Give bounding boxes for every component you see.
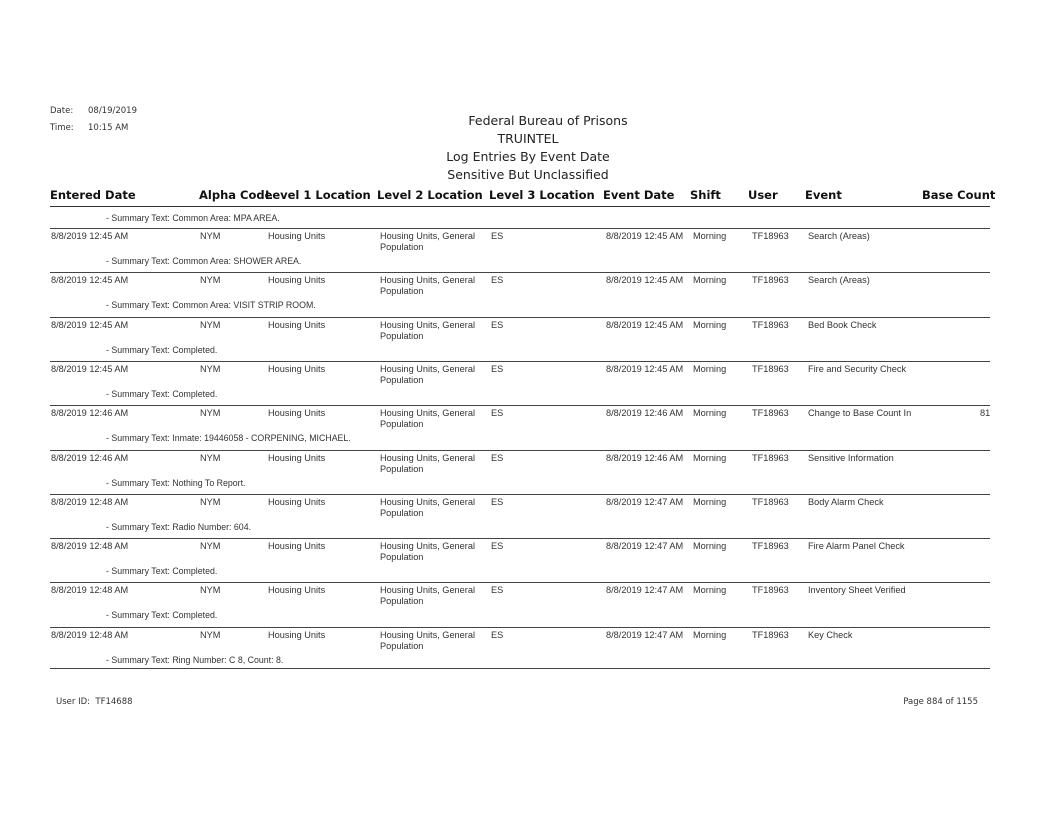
cell-level-2-location: Housing Units, General Population xyxy=(380,585,475,606)
column-header-user: User xyxy=(748,188,778,202)
cell-entered-date: 8/8/2019 12:48 AM xyxy=(51,541,129,551)
cell-user: TF18963 xyxy=(752,497,789,507)
row-divider xyxy=(50,494,990,495)
cell-level-2-location: Housing Units, General Population xyxy=(380,364,475,385)
cell-event-date: 8/8/2019 12:47 AM xyxy=(606,585,684,595)
column-header-event: Event xyxy=(805,188,842,202)
cell-level-2-location: Housing Units, General Population xyxy=(380,630,475,651)
cell-entered-date: 8/8/2019 12:48 AM xyxy=(51,585,129,595)
summary-text: - Summary Text: Completed. xyxy=(106,389,218,399)
cell-user: TF18963 xyxy=(752,364,789,374)
summary-text: - Summary Text: Completed. xyxy=(106,345,218,355)
user-id-value: TF14688 xyxy=(95,697,133,707)
cell-event: Fire Alarm Panel Check xyxy=(808,541,905,551)
cell-level-3-location: ES xyxy=(491,497,504,507)
summary-text: - Summary Text: Nothing To Report. xyxy=(106,478,246,488)
cell-alpha-code: NYM xyxy=(200,585,221,595)
footer-user-id xyxy=(56,697,133,707)
summary-text: - Summary Text: Common Area: SHOWER AREA. xyxy=(106,256,302,266)
cell-entered-date: 8/8/2019 12:45 AM xyxy=(51,231,129,241)
summary-text: - Summary Text: Completed. xyxy=(106,566,218,576)
page-number: Page 884 of 1155 xyxy=(903,697,978,707)
summary-text: - Summary Text: Completed. xyxy=(106,610,218,620)
cell-alpha-code: NYM xyxy=(200,453,221,463)
cell-entered-date: 8/8/2019 12:46 AM xyxy=(51,453,129,463)
cell-event-date: 8/8/2019 12:45 AM xyxy=(606,364,684,374)
row-divider xyxy=(50,450,990,451)
cell-event-date: 8/8/2019 12:45 AM xyxy=(606,275,684,285)
cell-shift: Morning xyxy=(693,585,727,595)
cell-user: TF18963 xyxy=(752,541,789,551)
cell-shift: Morning xyxy=(693,630,727,640)
cell-event-date: 8/8/2019 12:47 AM xyxy=(606,541,684,551)
cell-level-3-location: ES xyxy=(491,364,504,374)
row-divider xyxy=(50,538,990,539)
cell-base-count: 81 xyxy=(980,408,991,418)
cell-event-date: 8/8/2019 12:45 AM xyxy=(606,320,684,330)
classification-title: Sensitive But Unclassified xyxy=(447,167,609,182)
cell-shift: Morning xyxy=(693,275,727,285)
cell-level-3-location: ES xyxy=(491,453,504,463)
cell-level-3-location: ES xyxy=(491,320,504,330)
column-header-entered-date: Entered Date xyxy=(50,188,136,202)
summary-text: - Summary Text: Radio Number: 604. xyxy=(106,522,252,532)
row-divider xyxy=(50,272,990,273)
system-title: TRUINTEL xyxy=(497,131,559,146)
column-header-alpha-code: Alpha Code xyxy=(199,188,273,202)
cell-event: Search (Areas) xyxy=(808,275,870,285)
cell-level-3-location: ES xyxy=(491,275,504,285)
cell-level-1-location: Housing Units xyxy=(268,497,326,507)
date-value: 08/19/2019 xyxy=(88,106,137,116)
report-titles xyxy=(0,112,1056,184)
cell-alpha-code: NYM xyxy=(200,497,221,507)
time-label: Time: xyxy=(50,123,74,133)
cell-event: Bed Book Check xyxy=(808,320,877,330)
cell-level-3-location: ES xyxy=(491,541,504,551)
cell-event: Key Check xyxy=(808,630,853,640)
cell-entered-date: 8/8/2019 12:48 AM xyxy=(51,497,129,507)
cell-level-2-location: Housing Units, General Population xyxy=(380,497,475,518)
cell-event: Change to Base Count In xyxy=(808,408,912,418)
cell-level-3-location: ES xyxy=(491,630,504,640)
date-label: Date: xyxy=(50,106,74,116)
column-header-shift: Shift xyxy=(690,188,721,202)
cell-entered-date: 8/8/2019 12:45 AM xyxy=(51,320,129,330)
cell-shift: Morning xyxy=(693,497,727,507)
cell-level-3-location: ES xyxy=(491,585,504,595)
cell-event-date: 8/8/2019 12:46 AM xyxy=(606,408,684,418)
cell-alpha-code: NYM xyxy=(200,231,221,241)
cell-level-1-location: Housing Units xyxy=(268,320,326,330)
cell-level-1-location: Housing Units xyxy=(268,364,326,374)
table-bottom-rule xyxy=(50,668,990,669)
row-divider xyxy=(50,361,990,362)
cell-event: Search (Areas) xyxy=(808,231,870,241)
report-title: Log Entries By Event Date xyxy=(446,149,610,164)
column-header-level-3: Level 3 Location xyxy=(489,188,595,202)
cell-user: TF18963 xyxy=(752,275,789,285)
cell-level-1-location: Housing Units xyxy=(268,630,326,640)
cell-level-1-location: Housing Units xyxy=(268,231,326,241)
cell-level-2-location: Housing Units, General Population xyxy=(380,453,475,474)
cell-shift: Morning xyxy=(693,364,727,374)
cell-shift: Morning xyxy=(693,408,727,418)
summary-text: - Summary Text: Common Area: VISIT STRIP ROOM. xyxy=(106,300,316,310)
cell-event: Sensitive Information xyxy=(808,453,894,463)
cell-level-2-location: Housing Units, General Population xyxy=(380,408,475,429)
cell-user: TF18963 xyxy=(752,408,789,418)
column-header-event-date: Event Date xyxy=(603,188,675,202)
cell-level-3-location: ES xyxy=(491,231,504,241)
cell-user: TF18963 xyxy=(752,320,789,330)
cell-level-1-location: Housing Units xyxy=(268,541,326,551)
cell-level-2-location: Housing Units, General Population xyxy=(380,541,475,562)
cell-user: TF18963 xyxy=(752,453,789,463)
summary-text: - Summary Text: Ring Number: C 8, Count: 8. xyxy=(106,655,284,665)
cell-user: TF18963 xyxy=(752,231,789,241)
cell-entered-date: 8/8/2019 12:46 AM xyxy=(51,408,129,418)
cell-level-1-location: Housing Units xyxy=(268,408,326,418)
cell-user: TF18963 xyxy=(752,585,789,595)
cell-alpha-code: NYM xyxy=(200,364,221,374)
cell-level-2-location: Housing Units, General Population xyxy=(380,320,475,341)
cell-user: TF18963 xyxy=(752,630,789,640)
cell-event-date: 8/8/2019 12:47 AM xyxy=(606,630,684,640)
header-divider xyxy=(50,206,990,207)
cell-event-date: 8/8/2019 12:46 AM xyxy=(606,453,684,463)
cell-alpha-code: NYM xyxy=(200,541,221,551)
cell-event: Body Alarm Check xyxy=(808,497,884,507)
cell-event-date: 8/8/2019 12:47 AM xyxy=(606,497,684,507)
cell-shift: Morning xyxy=(693,453,727,463)
cell-level-2-location: Housing Units, General Population xyxy=(380,275,475,296)
cell-alpha-code: NYM xyxy=(200,630,221,640)
cell-level-3-location: ES xyxy=(491,408,504,418)
row-divider xyxy=(50,627,990,628)
column-header-level-1: Level 1 Location xyxy=(265,188,371,202)
cell-alpha-code: NYM xyxy=(200,408,221,418)
summary-text: - Summary Text: Inmate: 19446058 - CORPENING, MICHAEL. xyxy=(106,433,351,443)
cell-level-2-location: Housing Units, General Population xyxy=(380,231,475,252)
cell-event: Fire and Security Check xyxy=(808,364,907,374)
cell-shift: Morning xyxy=(693,541,727,551)
cell-level-1-location: Housing Units xyxy=(268,585,326,595)
cell-entered-date: 8/8/2019 12:45 AM xyxy=(51,275,129,285)
cell-level-1-location: Housing Units xyxy=(268,453,326,463)
cell-level-1-location: Housing Units xyxy=(268,275,326,285)
column-header-level-2: Level 2 Location xyxy=(377,188,483,202)
cell-shift: Morning xyxy=(693,231,727,241)
cell-alpha-code: NYM xyxy=(200,275,221,285)
row-divider xyxy=(50,582,990,583)
cell-shift: Morning xyxy=(693,320,727,330)
summary-text: - Summary Text: Common Area: MPA AREA. xyxy=(106,213,280,223)
user-id-label: User ID: xyxy=(56,697,90,707)
row-divider xyxy=(50,405,990,406)
column-header-base-count: Base Count xyxy=(922,188,996,202)
cell-event-date: 8/8/2019 12:45 AM xyxy=(606,231,684,241)
cell-alpha-code: NYM xyxy=(200,320,221,330)
row-divider xyxy=(50,228,990,229)
cell-event: Inventory Sheet Verified xyxy=(808,585,906,595)
time-value: 10:15 AM xyxy=(88,123,129,133)
agency-title: Federal Bureau of Prisons xyxy=(468,113,628,128)
cell-entered-date: 8/8/2019 12:45 AM xyxy=(51,364,129,374)
cell-entered-date: 8/8/2019 12:48 AM xyxy=(51,630,129,640)
row-divider xyxy=(50,317,990,318)
